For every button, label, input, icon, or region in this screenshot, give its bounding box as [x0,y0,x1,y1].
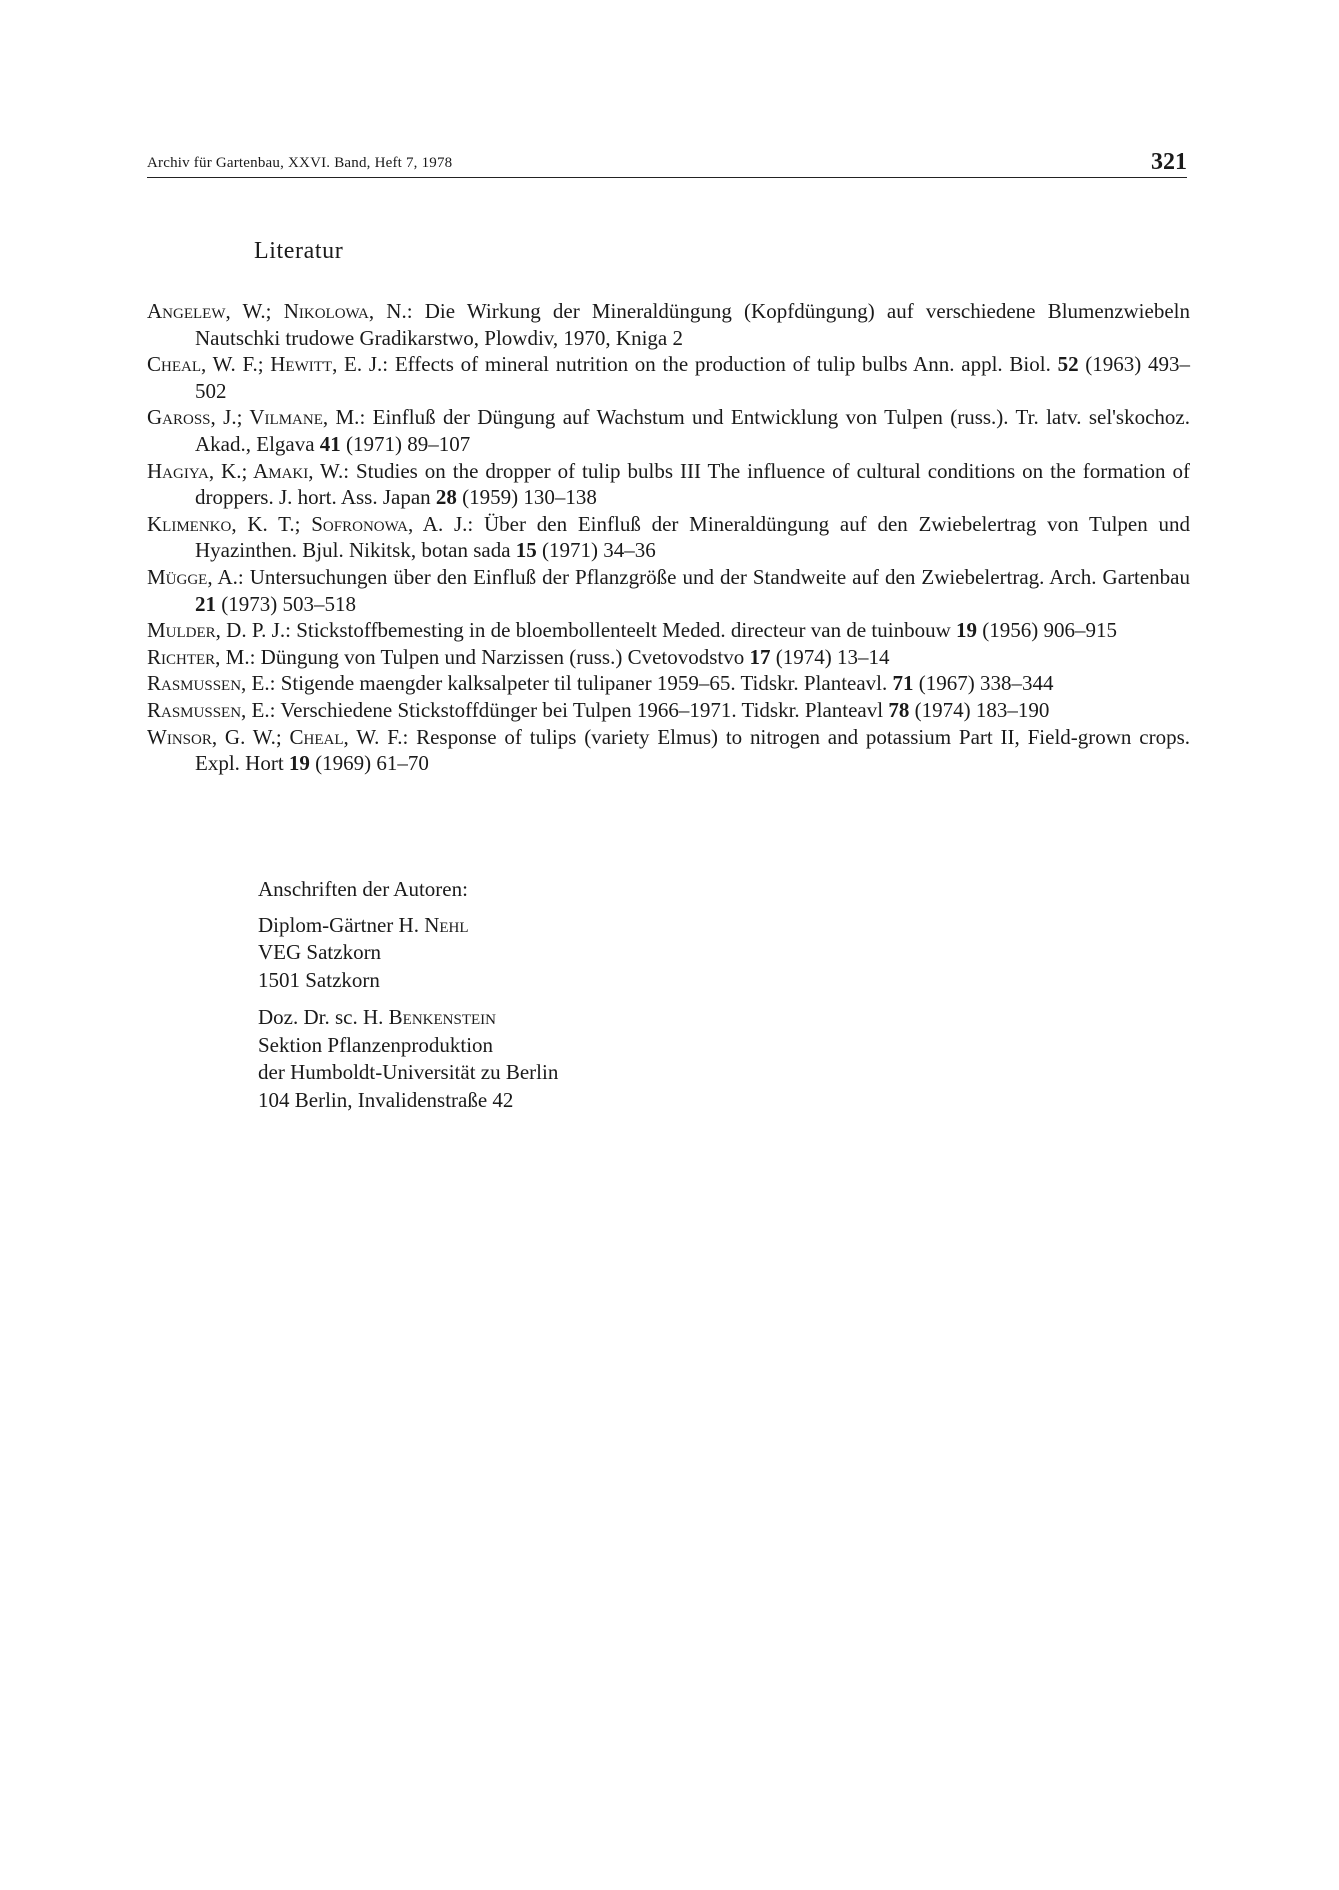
reference-item [147,351,1190,404]
address-line: VEG Satzkorn [258,940,382,964]
reference-volume: 41 [319,431,341,456]
reference-text: : Über den Einfluß der Mineraldüngung auf den Zwiebelertrag von Tulpen und Hyazinthen. Bjul. Nikitsk, botan sada [195,511,1190,563]
reference-volume: 78 [888,697,910,722]
reference-item [147,697,1190,724]
reference-item [147,644,1190,671]
reference-text: : Die Wirkung der Mineraldüngung (Kopfdüngung) auf verschiedene Blumenzwiebeln Nautschki trudowe Gradikarstwo, Plowdiv, 1970, Kniga 2 [195,299,1190,350]
reference-list [147,298,1190,777]
reference-pages: (1971) 34–36 [542,538,656,563]
reference-item [147,458,1190,511]
address-name-line [258,912,958,940]
reference-authors: Rasmussen, E. [147,697,270,722]
author-title: Doz. Dr. sc. H. [258,1005,384,1029]
reference-item [147,617,1190,644]
reference-pages: (1959) 130–138 [462,485,597,510]
reference-text: : Einfluß der Düngung auf Wachstum und Entwicklung von Tulpen (russ.). Tr. latv. sel'skochoz. Akad., Elgava [195,405,1190,456]
page-number: 321 [1151,149,1187,175]
reference-text: : Studies on the dropper of tulip bulbs III The influence of cultural conditions on the formation of droppers. J. hort. Ass. Japan [195,458,1190,510]
reference-pages: (1971) 89–107 [346,431,471,456]
reference-authors: Richter, M. [147,644,250,669]
author-title: Diplom-Gärtner H. [258,912,419,937]
reference-volume: 28 [435,485,457,510]
reference-text: : Verschiedene Stickstoffdünger bei Tulpen 1966–1971. Tidskr. Planteavl [269,697,884,722]
reference-text: : Stickstoffbemesting in de bloembollenteelt Meded. directeur van de tuinbouw [285,618,951,643]
address-block [258,912,958,995]
reference-pages: (1963) 493–502 [195,352,1191,403]
reference-item [147,670,1190,697]
reference-authors: Mügge, A. [147,564,238,589]
reference-volume: 15 [515,538,537,563]
reference-authors: Mulder, D. P. J. [147,618,286,643]
author-name: Nehl [424,912,469,937]
reference-item [147,511,1190,564]
reference-pages: (1956) 906–915 [982,618,1117,643]
reference-pages: (1974) 13–14 [775,644,890,669]
reference-text: : Düngung von Tulpen und Narzissen (russ.) Cvetovodstvo [249,644,745,669]
reference-authors: Klimenko, K. T.; Sofronowa, A. J. [147,511,468,536]
reference-volume: 21 [195,591,216,616]
reference-authors: Rasmussen, E. [147,671,270,696]
reference-text: : Response of tulips (variety Elmus) to nitrogen and potassium Part II, Field-grown crops. Expl. Hort [195,724,1190,776]
reference-item [147,564,1190,617]
reference-volume: 19 [955,618,977,643]
reference-authors: Angelew, W.; Nikolowa, N. [147,299,407,323]
reference-text: : Effects of mineral nutrition on the production of tulip bulbs Ann. appl. Biol. [382,352,1051,377]
reference-volume: 17 [749,644,771,669]
reference-item [147,404,1190,457]
reference-authors: Gaross, J.; Vilmane, M. [147,405,360,430]
reference-authors: Cheal, W. F.; Hewitt, E. J. [147,352,383,377]
reference-text: : Untersuchungen über den Einfluß der Pflanzgröße und der Standweite auf den Zwiebelertrag. Arch. Gartenbau [237,564,1190,589]
address-name-line [258,1004,958,1032]
reference-item [147,298,1190,351]
address-line: 104 Berlin, Invalidenstraße 42 [258,1087,514,1112]
reference-volume: 52 [1057,352,1079,377]
reference-pages: (1967) 338–344 [918,671,1054,696]
journal-citation: Archiv für Gartenbau, XXVI. Band, Heft 7, 1978 [147,155,453,171]
reference-item [147,724,1190,777]
reference-authors: Hagiya, K.; Amaki, W. [147,458,344,483]
header-rule [147,177,1187,178]
author-name: Benkenstein [388,1005,496,1029]
running-head [147,148,1187,178]
reference-pages: (1973) 503–518 [221,591,356,616]
reference-volume: 19 [288,751,310,776]
address-line: Sektion Pflanzenproduktion [258,1032,494,1057]
address-line: 1501 Satzkorn [258,967,380,992]
address-line: der Humboldt-Universität zu Berlin [258,1060,559,1084]
reference-pages: (1974) 183–190 [914,697,1050,722]
reference-volume: 71 [892,671,914,696]
author-addresses [258,876,958,1124]
reference-authors: Winsor, G. W.; Cheal, W. F. [147,724,403,749]
reference-text: : Stigende maengder kalksalpeter til tulipaner 1959–65. Tidskr. Planteavl. [269,671,888,696]
reference-pages: (1969) 61–70 [315,751,429,776]
address-block [258,1004,958,1114]
addresses-heading: Anschriften der Autoren: [258,877,468,901]
section-title: Literatur [254,238,344,264]
